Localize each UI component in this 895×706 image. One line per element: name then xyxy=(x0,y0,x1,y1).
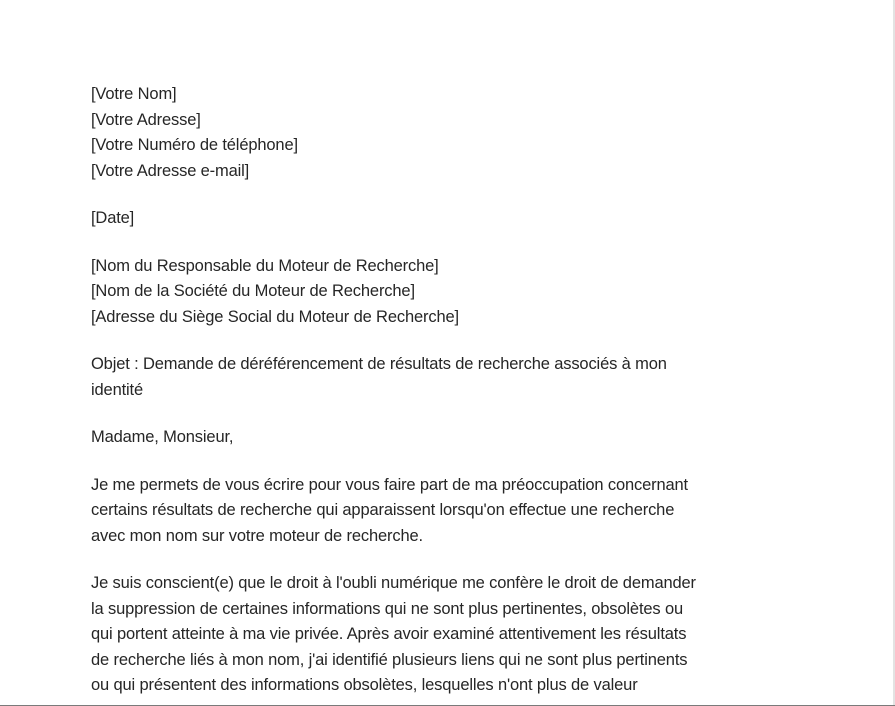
paragraph-2-line: qui portent atteinte à ma vie privée. Après avoir examiné attentivement les résultats xyxy=(91,625,687,643)
letter-body xyxy=(91,82,791,706)
sender-name: [Votre Nom] xyxy=(91,85,177,103)
sender-email: [Votre Adresse e-mail] xyxy=(91,161,250,180)
subject-line-2: identité xyxy=(91,380,144,399)
recipient-block xyxy=(91,254,791,331)
recipient-company: [Nom de la Société du Moteur de Recherche] xyxy=(91,282,415,300)
paragraph-1-line: avec mon nom sur votre moteur de recherche. xyxy=(91,526,423,545)
paragraph-2-line: ou qui présentent des informations obsolètes, lesquelles n'ont plus de valeur xyxy=(91,676,638,694)
sender-phone: [Votre Numéro de téléphone] xyxy=(91,136,298,154)
paragraph-2 xyxy=(91,571,791,699)
paragraph-1 xyxy=(91,473,791,550)
salutation-text: Madame, Monsieur, xyxy=(91,428,234,446)
salutation xyxy=(91,425,791,451)
recipient-responsible: [Nom du Responsable du Moteur de Recherche] xyxy=(91,256,439,275)
date-block xyxy=(91,206,791,232)
letter-date: [Date] xyxy=(91,209,135,227)
sender-block xyxy=(91,82,791,184)
subject-line xyxy=(91,352,791,403)
paragraph-2-line: de recherche liés à mon nom, j'ai identifié plusieurs liens qui ne sont plus pertinents xyxy=(91,650,688,669)
paragraph-2-line: la suppression de certaines informations qui ne sont plus pertinentes, obsolètes ou xyxy=(91,599,683,618)
recipient-address: [Adresse du Siège Social du Moteur de Recherche] xyxy=(91,307,459,326)
paragraph-1-line: certains résultats de recherche qui apparaissent lorsqu'on effectue une recherche xyxy=(91,501,675,519)
sender-address: [Votre Adresse] xyxy=(91,110,201,129)
paragraph-1-line: Je me permets de vous écrire pour vous faire part de ma préoccupation concernant xyxy=(91,475,688,494)
paragraph-2-line: Je suis conscient(e) que le droit à l'oubli numérique me confère le droit de demander xyxy=(91,574,696,592)
subject-line-1: Objet : Demande de déréférencement de résultats de recherche associés à mon xyxy=(91,355,667,373)
